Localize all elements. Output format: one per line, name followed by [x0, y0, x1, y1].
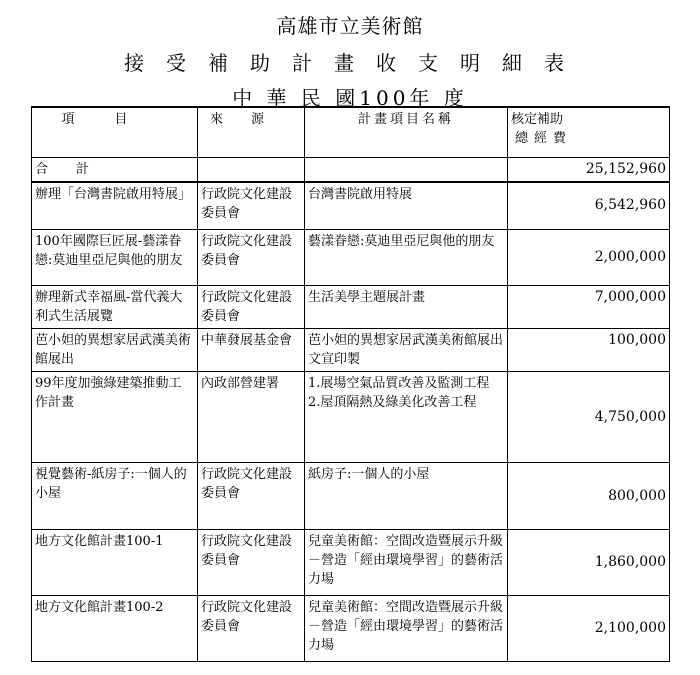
header-source: 來源	[198, 107, 305, 157]
row-plan: 藝漾眷戀:莫迪里亞尼與他的朋友	[305, 230, 508, 286]
header-item: 項目	[32, 107, 198, 157]
table-row	[32, 372, 670, 463]
row-plan-line: 2.屋頂隔熱及綠美化改善工程	[308, 395, 477, 410]
header-amount-line1: 核定補助	[511, 112, 564, 127]
row-source: 內政部營建署	[198, 372, 305, 463]
row-amount: 2,100,000	[508, 596, 670, 662]
row-item: 辦理「台灣書院啟用特展」	[32, 182, 198, 230]
table-row	[32, 530, 670, 596]
row-amount: 100,000	[508, 329, 670, 372]
row-item: 地方文化館計畫100-1	[32, 530, 198, 596]
header-amount	[508, 107, 670, 157]
row-source: 行政院文化建設委員會	[198, 230, 305, 286]
row-plan: 台灣書院啟用特展	[305, 182, 508, 230]
header-plan-name: 計畫項目名稱	[305, 107, 508, 157]
document-title: 高雄市立美術館	[276, 14, 424, 38]
row-amount: 800,000	[508, 463, 670, 530]
grant-table	[31, 106, 670, 662]
table-row	[32, 182, 670, 230]
row-plan: 紙房子:一個人的小屋	[305, 463, 508, 530]
header-amount-line2: 總經費	[515, 131, 573, 146]
row-source: 中華發展基金會	[198, 329, 305, 372]
row-plan: 兒童美術館：空間改造暨展示升級－營造「經由環境學習」的藝術活力場	[305, 596, 508, 662]
row-item: 99年度加強綠建築推動工作計畫	[32, 372, 198, 463]
document-subtitle: 接受補助計畫收支明細表	[124, 51, 586, 75]
table-row	[32, 463, 670, 530]
row-item: 芭小妲的異想家居武漢美術館展出	[32, 329, 198, 372]
table-row	[32, 286, 670, 329]
row-item: 辦理新式幸福風-當代義大利式生活展覽	[32, 286, 198, 329]
row-amount: 4,750,000	[508, 372, 670, 463]
row-source: 行政院文化建設委員會	[198, 182, 305, 230]
row-amount: 1,860,000	[508, 530, 670, 596]
row-item: 視覺藝術-紙房子:一個人的小屋	[32, 463, 198, 530]
row-plan: 兒童美術館：空間改造暨展示升級－營造「經由環境學習」的藝術活力場	[305, 530, 508, 596]
row-plan	[305, 372, 508, 463]
total-plan-empty	[305, 157, 508, 182]
table-row	[32, 329, 670, 372]
row-item: 地方文化館計畫100-2	[32, 596, 198, 662]
row-plan-line: 1.展場空氣品質改善及監測工程	[308, 376, 490, 391]
row-item: 100年國際巨匠展-藝漾眷戀:莫迪里亞尼與他的朋友	[32, 230, 198, 286]
table-row	[32, 596, 670, 662]
row-amount: 7,000,000	[508, 286, 670, 329]
total-label: 合計	[32, 157, 198, 182]
row-source: 行政院文化建設委員會	[198, 530, 305, 596]
row-amount: 6,542,960	[508, 182, 670, 230]
total-row	[32, 157, 670, 182]
table-row	[32, 230, 670, 286]
row-source: 行政院文化建設委員會	[198, 596, 305, 662]
total-source-empty	[198, 157, 305, 182]
header-row	[32, 107, 670, 157]
document-year: 中 華 民 國100年 度	[232, 86, 468, 110]
row-source: 行政院文化建設委員會	[198, 463, 305, 530]
total-amount: 25,152,960	[508, 157, 670, 182]
row-amount: 2,000,000	[508, 230, 670, 286]
row-plan: 生活美學主題展計畫	[305, 286, 508, 329]
row-plan: 芭小妲的異想家居武漢美術館展出文宣印製	[305, 329, 508, 372]
row-source: 行政院文化建設委員會	[198, 286, 305, 329]
